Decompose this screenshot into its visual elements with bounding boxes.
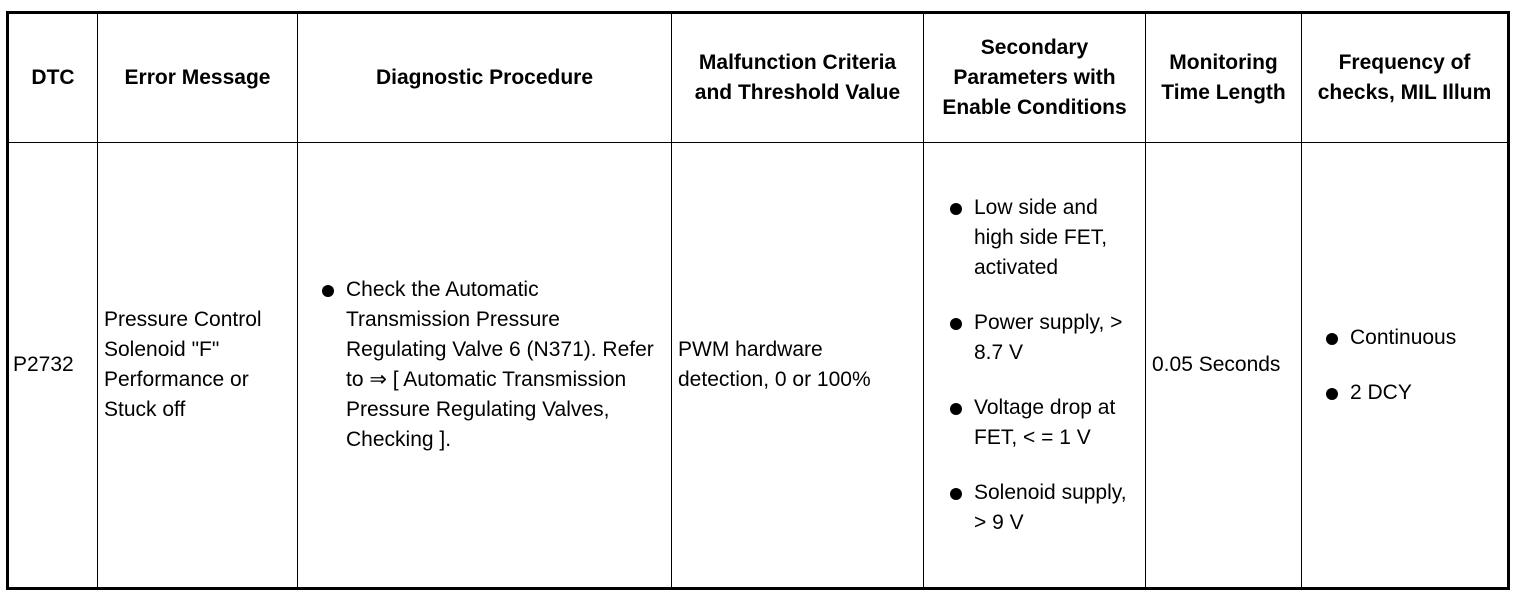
parameter-item: Solenoid supply, > 9 V xyxy=(944,478,1141,538)
cell-error-message: Pressure Control Solenoid "F" Performance or Stuck off xyxy=(98,143,298,589)
cell-dtc-code: P2732 xyxy=(8,143,98,589)
frequency-item: Continuous xyxy=(1320,323,1501,353)
secondary-parameters-list xyxy=(944,193,1141,538)
header-malfunction-criteria: Malfunction Criteria and Threshold Value xyxy=(672,13,924,143)
header-frequency: Frequency of checks, MIL Illum xyxy=(1302,13,1509,143)
frequency-item: 2 DCY xyxy=(1320,378,1501,408)
parameter-item: Power supply, > 8.7 V xyxy=(944,308,1141,368)
procedure-item: Check the Automatic Transmission Pressure Regulating Valve 6 (N371). Refer to ⇒ [ Automatic Transmission Pressure Regulating Valves, Checking ]. xyxy=(316,275,661,455)
procedure-list xyxy=(316,275,661,455)
cell-monitoring-time: 0.05 Seconds xyxy=(1146,143,1302,589)
dtc-table xyxy=(6,11,1510,590)
frequency-list xyxy=(1320,323,1501,408)
cell-secondary-parameters xyxy=(924,143,1146,589)
cell-diagnostic-procedure xyxy=(298,143,672,589)
header-error-message: Error Message xyxy=(98,13,298,143)
header-monitoring-time: Monitoring Time Length xyxy=(1146,13,1302,143)
parameter-item: Low side and high side FET, activated xyxy=(944,193,1141,283)
parameter-item: Voltage drop at FET, < = 1 V xyxy=(944,393,1141,453)
header-secondary-parameters: Secondary Parameters with Enable Conditions xyxy=(924,13,1146,143)
cell-frequency xyxy=(1302,143,1509,589)
table-row xyxy=(8,143,1509,589)
header-dtc: DTC xyxy=(8,13,98,143)
header-row xyxy=(8,13,1509,143)
cell-malfunction-criteria: PWM hardware detection, 0 or 100% xyxy=(672,143,924,589)
header-diagnostic-procedure: Diagnostic Procedure xyxy=(298,13,672,143)
